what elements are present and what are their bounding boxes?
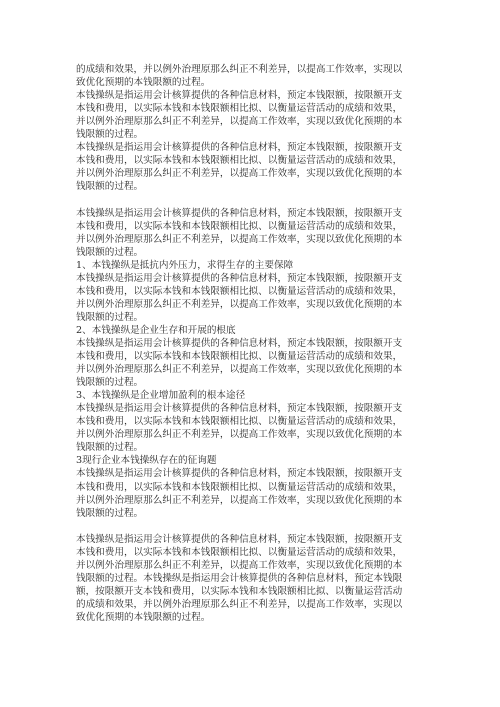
text-line: 本钱和费用，以实际本钱和本钱限额相比拟、以衡量运营活动的成绩和效果， <box>76 220 403 232</box>
text-line: 本钱和费用，以实际本钱和本钱限额相比拟、以衡量运营活动的成绩和效果， <box>76 416 403 428</box>
text-line: 本钱和费用，以实际本钱和本钱限额相比拟、以衡量运营活动的成绩和效果， <box>76 103 403 115</box>
text-line: 并以例外治理原那么纠正不利差异，以提高工作效率，实现以致优化预期的本 <box>76 559 403 571</box>
text-line: 本钱操纵是指运用会计核算提供的各种信息材料，预定本钱限额，按限额开支 <box>76 142 403 154</box>
text-line: 并以例外治理原那么纠正不利差异，以提高工作效率，实现以致优化预期的本 <box>76 298 403 310</box>
text-line: 钱限额的过程。 <box>76 129 144 141</box>
section-heading-4: 3现行企业本钱操纵存在的征询题 <box>76 455 217 467</box>
document-body <box>76 63 426 624</box>
text-line: 钱限额的过程。 <box>76 377 144 389</box>
text-line: 并以例外治理原那么纠正不利差异，以提高工作效率，实现以致优化预期的本 <box>76 116 403 128</box>
text-line: 并以例外治理原那么纠正不利差异，以提高工作效率，实现以致优化预期的本 <box>76 168 403 180</box>
text-line: 本钱操纵是指运用会计核算提供的各种信息材料，预定本钱限额，按限额开支 <box>76 468 403 480</box>
text-line: 本钱操纵是指运用会计核算提供的各种信息材料，预定本钱限额，按限额开支 <box>76 207 403 219</box>
text-line: 致优化预期的本钱限额的过程。 <box>76 77 211 89</box>
text-line: 额，按限额开支本钱和费用，以实际本钱和本钱限额相比拟、以衡量运营活动 <box>76 585 403 597</box>
text-line: 本钱操纵是指运用会计核算提供的各种信息材料，预定本钱限额，按限额开支 <box>76 272 403 284</box>
blank-line <box>76 520 426 533</box>
section-heading-3: 3、本钱操纵是企业增加盈利的根本途径 <box>76 390 246 402</box>
section-heading-1: 1、本钱操纵是抵抗内外压力，求得生存的主要保障 <box>76 259 294 271</box>
text-line: 本钱和费用，以实际本钱和本钱限额相比拟、以衡量运营活动的成绩和效果， <box>76 481 403 493</box>
text-line: 并以例外治理原那么纠正不利差异，以提高工作效率，实现以致优化预期的本 <box>76 429 403 441</box>
text-line: 本钱和费用，以实际本钱和本钱限额相比拟、以衡量运营活动的成绩和效果， <box>76 155 403 167</box>
text-line: 致优化预期的本钱限额的过程。 <box>76 611 211 623</box>
text-line: 本钱操纵是指运用会计核算提供的各种信息材料，预定本钱限额，按限额开支 <box>76 337 403 349</box>
text-line: 钱限额的过程。 <box>76 442 144 454</box>
text-line: 的成绩和效果，并以例外治理原那么纠正不利差异，以提高工作效率，实现以 <box>76 598 403 610</box>
text-line: 钱限额的过程。 <box>76 507 144 519</box>
text-line: 的成绩和效果，并以例外治理原那么纠正不利差异，以提高工作效率，实现以 <box>76 64 403 75</box>
section-heading-2: 2、本钱操纵是企业生存和开展的根底 <box>76 324 236 336</box>
text-line: 钱限额的过程。 <box>76 181 144 193</box>
text-line: 本钱和费用，以实际本钱和本钱限额相比拟、以衡量运营活动的成绩和效果， <box>76 285 403 297</box>
text-line: 本钱操纵是指运用会计核算提供的各种信息材料，预定本钱限额，按限额开支 <box>76 90 403 102</box>
text-line: 并以例外治理原那么纠正不利差异，以提高工作效率，实现以致优化预期的本 <box>76 494 403 506</box>
text-line: 钱限额的过程。 <box>76 246 144 258</box>
text-line: 钱限额的过程。本钱操纵是指运用会计核算提供的各种信息材料，预定本钱限 <box>76 572 403 584</box>
text-line: 钱限额的过程。 <box>76 311 144 323</box>
text-line: 并以例外治理原那么纠正不利差异，以提高工作效率，实现以致优化预期的本 <box>76 233 403 245</box>
text-line: 本钱和费用，以实际本钱和本钱限额相比拟、以衡量运营活动的成绩和效果， <box>76 546 403 558</box>
text-line: 并以例外治理原那么纠正不利差异，以提高工作效率，实现以致优化预期的本 <box>76 364 403 376</box>
text-line: 本钱和费用，以实际本钱和本钱限额相比拟、以衡量运营活动的成绩和效果， <box>76 351 403 363</box>
blank-line <box>76 193 426 206</box>
text-line: 本钱操纵是指运用会计核算提供的各种信息材料，预定本钱限额，按限额开支 <box>76 533 403 545</box>
text-line: 本钱操纵是指运用会计核算提供的各种信息材料，预定本钱限额，按限额开支 <box>76 403 403 415</box>
